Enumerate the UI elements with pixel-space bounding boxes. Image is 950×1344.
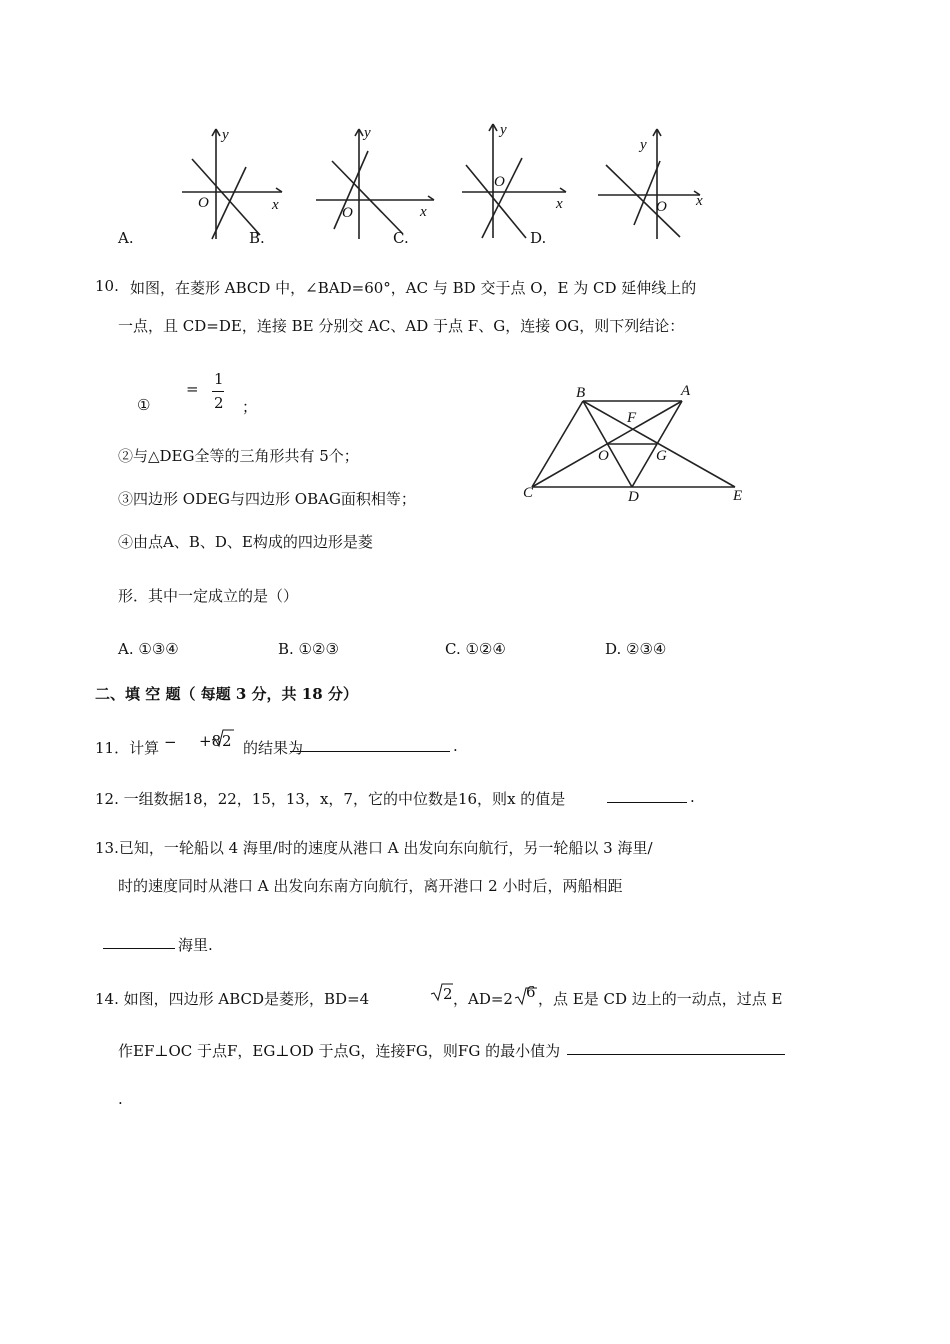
q10-number: 10. [95, 277, 119, 295]
fig-label-c: C [523, 485, 534, 501]
q9-c-x: x [556, 196, 563, 212]
q11-prefix: 11．计算 [95, 739, 160, 757]
q9-a-origin: O [198, 195, 209, 211]
q14-answer-blank[interactable] [567, 1040, 785, 1055]
q9-option-c-label: C. [393, 229, 409, 247]
q9-d-x: x [696, 193, 703, 209]
q9-d-y: y [640, 137, 647, 153]
q10-conclusion-3: ③四边形 ODEG与四边形 OBAG面积相等； [118, 490, 416, 508]
q12-text: 12. 一组数据18，22，15，13，x，7，它的中位数是16，则x 的值是 [95, 790, 566, 808]
q9-b-origin: O [342, 205, 353, 221]
q13-line2: 时的速度同时从港口 A 出发向东南方向航行，离开港口 2 小时后，两船相距 [118, 877, 623, 895]
q9-c-origin: O [494, 174, 505, 190]
q13-line1: 13.已知，一轮船以 4 海里/时的速度从港口 A 出发向东向航行，另一轮船以 3 海里/ [95, 839, 653, 857]
q9-graph-b [314, 125, 439, 245]
q14-radicand-1: 2 [443, 985, 453, 1003]
fig-label-b: B [576, 385, 586, 401]
q9-option-a-label: A. [118, 229, 134, 247]
q11-minus: − [164, 733, 177, 751]
q10-fraction-bar [212, 391, 224, 392]
q10-conclusion-2: ②与△DEG全等的三角形共有 5个； [118, 447, 359, 465]
fig-label-g: G [656, 448, 667, 464]
q9-graph-a [178, 125, 288, 245]
q10-line1: 如图，在菱形 ABCD 中，∠BAD=60°，AC 与 BD 交于点 O，E 为 CD 延伸线上的 [130, 279, 697, 297]
fig-label-f: F [627, 410, 637, 426]
q9-b-x: x [420, 204, 427, 220]
q10-conclusion-4: ④由点A、B、D、E构成的四边形是菱 [118, 533, 373, 551]
q10-question: 形．其中一定成立的是（） [118, 587, 299, 605]
q10-fraction-num: 1 [214, 370, 224, 388]
q10-line2: 一点，且 CD=DE，连接 BE 分别交 AC、AD 于点 F、G，连接 OG，则下列结论： [118, 317, 685, 335]
fig-label-e: E [733, 488, 743, 504]
section-title: 二、填 空 题（ 每题 3 分，共 18 分） [95, 685, 358, 703]
q10-conclusion-1-eq: = [186, 380, 199, 398]
q11-radicand: 2 [222, 732, 232, 750]
q11-suffix: 的结果为 [243, 739, 304, 757]
q12-end: . [690, 788, 695, 806]
q13-line3: 海里. [178, 936, 213, 954]
q14-end: . [118, 1090, 123, 1108]
q9-c-y: y [500, 122, 507, 138]
q9-d-origin: O [656, 199, 667, 215]
fig-label-d: D [628, 489, 639, 505]
q10-conclusion-1-marker: ① [137, 396, 151, 414]
q14-part3: ，点 E是 CD 边上的一动点，过点 E [538, 990, 783, 1008]
q14-part1: 14. 如图，四边形 ABCD是菱形，BD=4 [95, 990, 370, 1008]
q11-answer-blank[interactable] [290, 737, 450, 752]
fig-label-o: O [598, 448, 609, 464]
q10-choice-c: C. ①②④ [445, 640, 506, 658]
q10-conclusion-1-end: ； [242, 398, 258, 416]
fig-seg-bc [532, 401, 583, 487]
q10-fraction-den: 2 [214, 394, 224, 412]
fig-label-a: A [681, 383, 691, 399]
q9-option-d-label: D. [530, 229, 547, 247]
q14-radicand-2: 6 [526, 983, 536, 1001]
q14-line2: 作EF⊥OC 于点F，EG⊥OD 于点G，连接FG，则FG 的最小值为 [118, 1042, 561, 1060]
q10-choice-d: D. ②③④ [605, 640, 667, 658]
q9-b-y: y [364, 125, 371, 141]
q14-part2: ，AD=2 [453, 990, 513, 1008]
sqrt-icon [212, 728, 232, 748]
q9-option-b-label: B. [249, 229, 265, 247]
q9-a-y: y [222, 127, 229, 143]
q10-choice-b: B. ①②③ [278, 640, 339, 658]
q12-answer-blank[interactable] [607, 788, 687, 803]
q11-expr: +8 [199, 732, 222, 750]
q10-figure [515, 380, 755, 505]
q13-answer-blank[interactable] [103, 934, 175, 949]
q9-graph-d [594, 125, 709, 245]
q11-end: . [453, 737, 458, 755]
q10-choice-a: A. ①③④ [118, 640, 179, 658]
q9-a-x: x [272, 197, 279, 213]
q9-graph-c [458, 120, 573, 245]
